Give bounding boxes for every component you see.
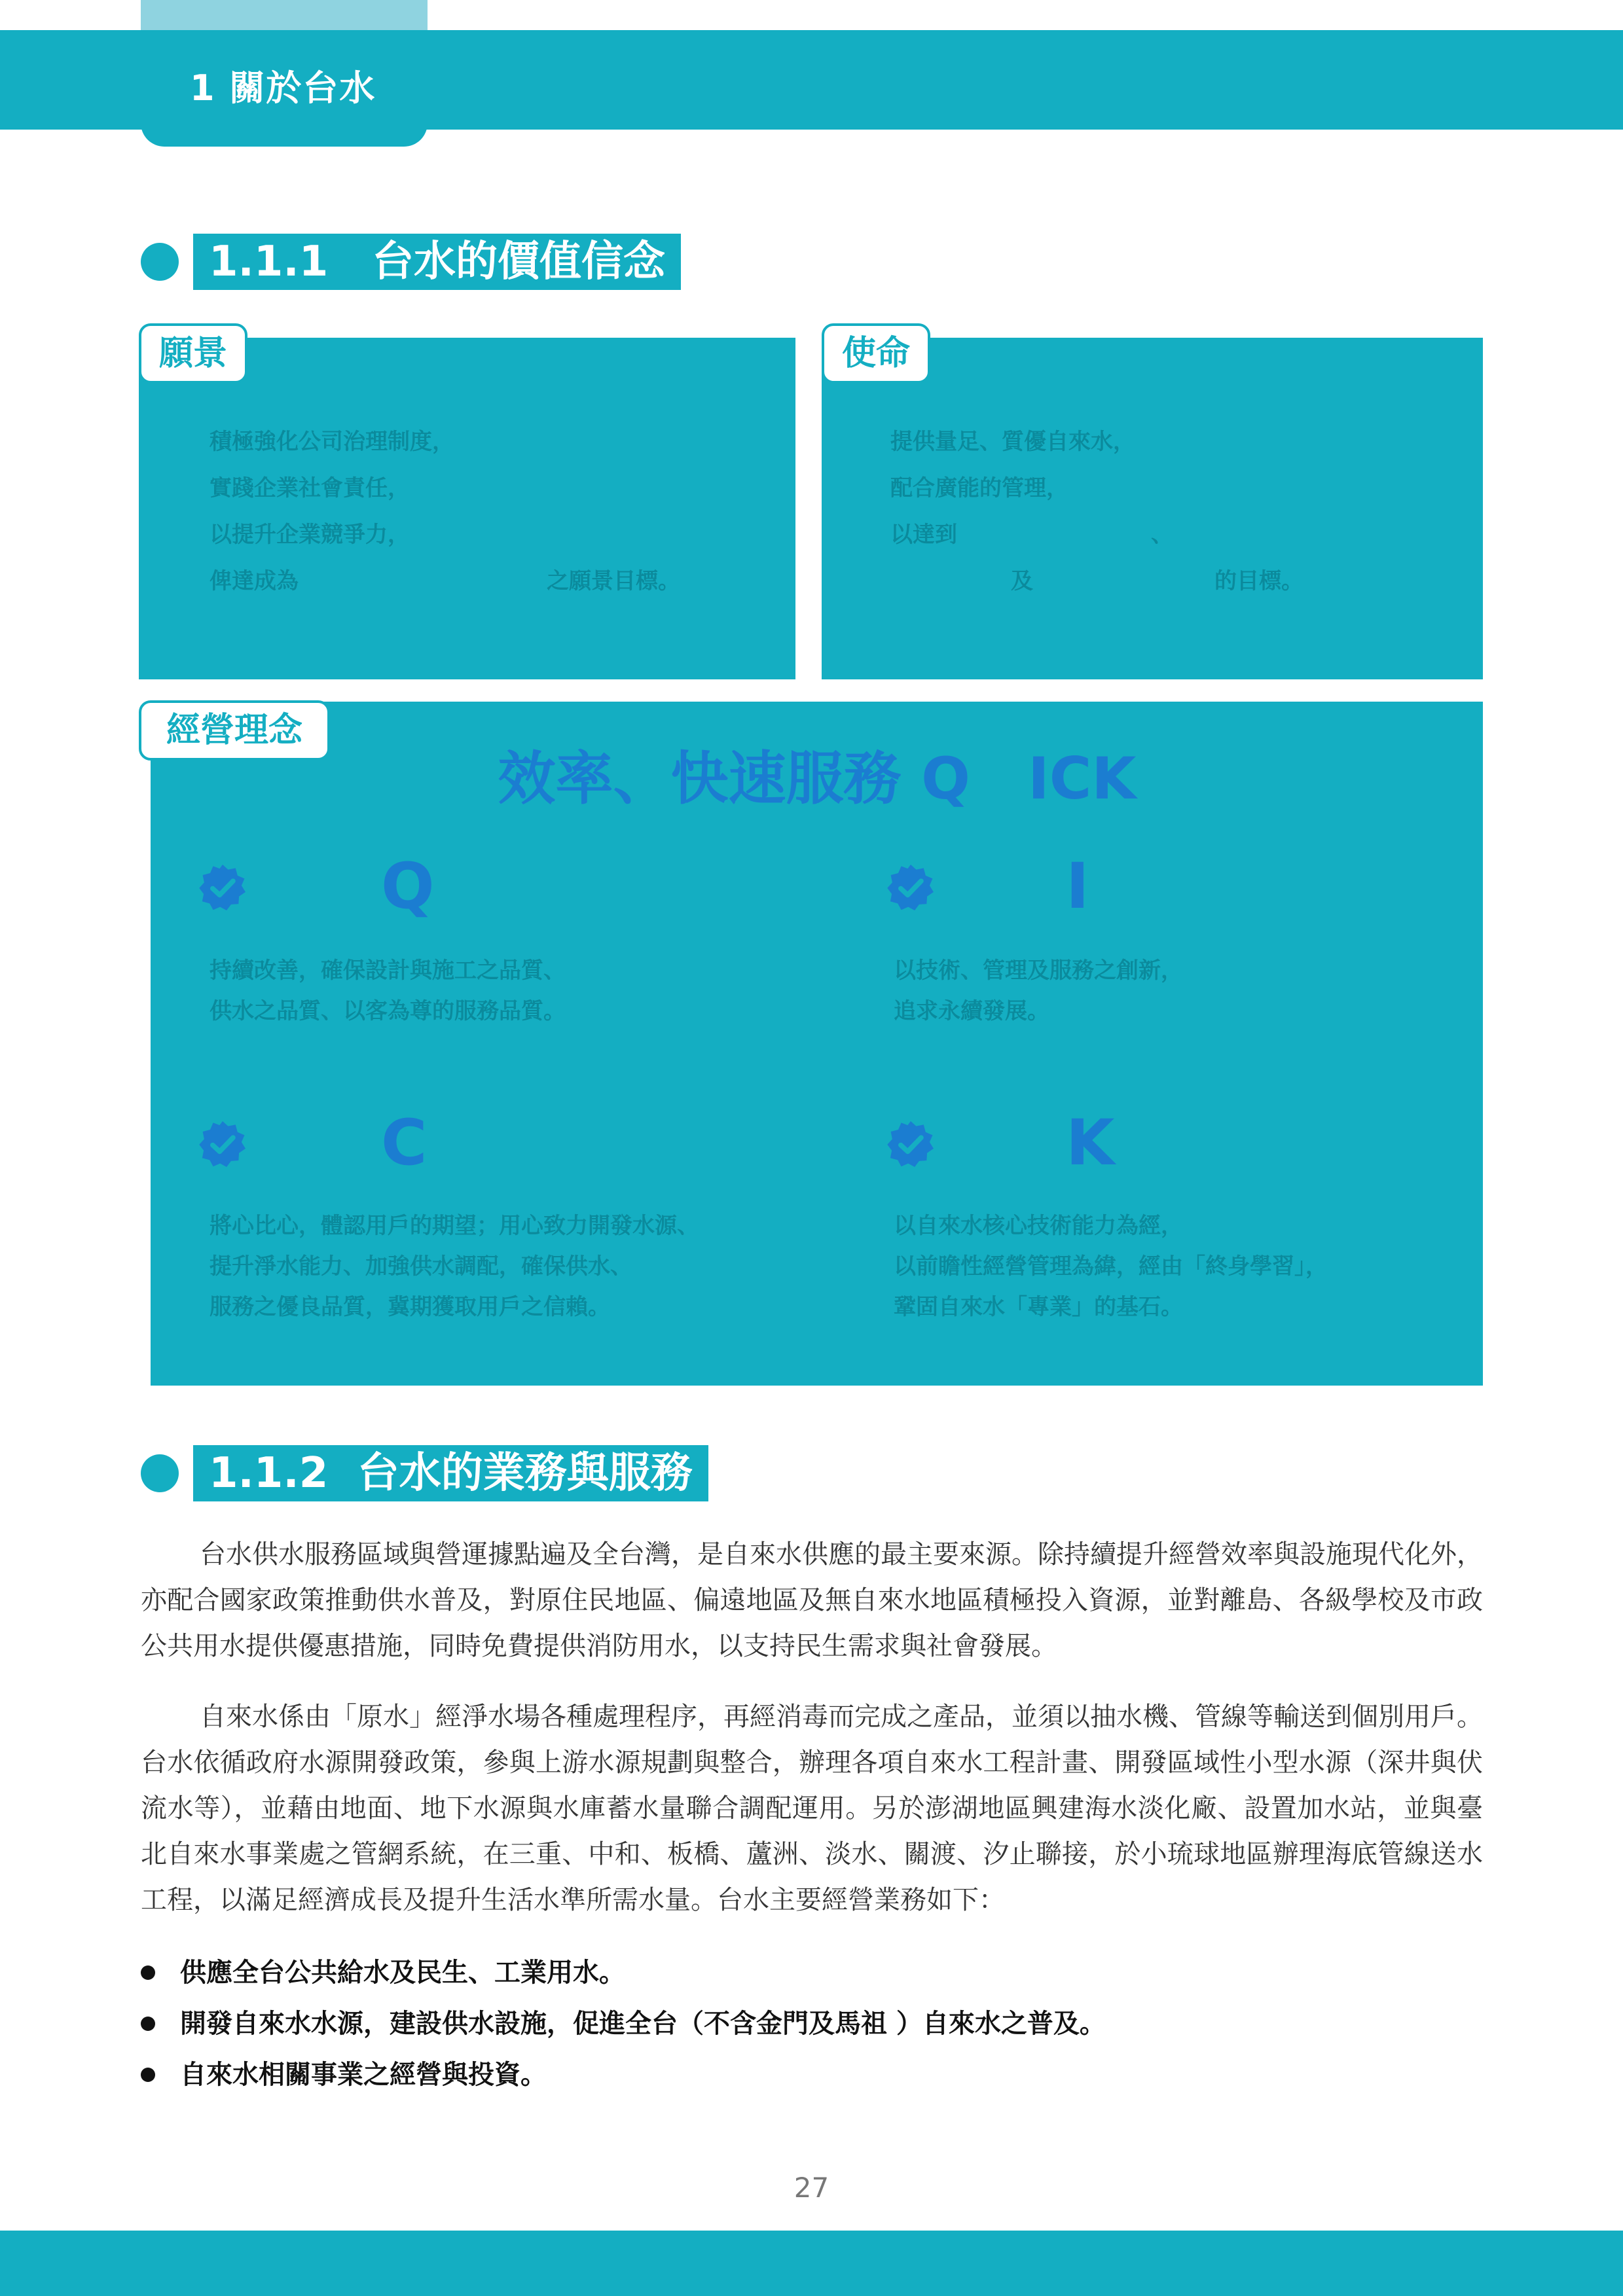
header-tab-highlight [141,0,428,31]
section-number: 1.1.2 [209,1449,329,1498]
section-bullet-dot [141,243,179,281]
section-heading-1-1-1 [193,234,681,290]
quick-letter-i: I [1066,850,1089,923]
list-item: 開發自來水水源，建設供水設施，促進全台（不含金門及馬祖 ）自來水之普及。 [141,1998,1483,2049]
verified-check-icon [886,863,936,912]
mission-label: 使命 [822,323,930,384]
section-title: 台水的價值信念 [372,238,666,286]
quick-text-k: 以自來水核心技術能力為經， 以前瞻性經營管理為緯，經由「終身學習」， 鞏固自來水「專業」的基石。 [894,1213,1328,1320]
footer-bar [0,2231,1623,2296]
verified-check-icon [198,863,247,912]
bullet-icon [141,2017,155,2031]
philosophy-label: 經營理念 [139,700,330,761]
quick-letter-q: Q [381,850,435,923]
section-bullet-dot [141,1454,179,1492]
quick-letter-k: K [1066,1106,1115,1179]
quick-text-q: 持續改善，確保設計與施工之品質、 供水之品質、以客為尊的服務品質。 [210,958,566,1024]
body-paragraph-1: 台水供水服務區域與營運據點遍及全台灣，是自來水供應的最主要來源。除持續提升經營效率與設施現代化外，亦配合國家政策推動供水普及，對原住民地區、偏遠地區及無自來水地區積極投入資源，並對離島、各級學校及市政公共用水提供優惠措施，同時免費提供消防用水，以支持民生需求與社會發展。 [141,1539,1483,1661]
vision-label: 願景 [139,323,247,384]
body-paragraph-2: 自來水係由「原水」經淨水場各種處理程序，再經消毒而完成之產品，並須以抽水機、管線等輸送到個別用戶。台水依循政府水源開發政策，參與上游水源規劃與整合，辦理各項自來水工程計畫、開發區域性小型水源（深井與伏流水等），並藉由地面、地下水源與水庫蓄水量聯合調配運用。另於澎湖地區興建海水淡化廠、設置加水站，並與臺北自來水事業處之管網系統，在三重、中和、板橋、蘆洲、淡水、關渡、汐止聯接，於小琉球地區辦理海底管線送水工程，以滿足經濟成長及提升生活水準所需水量。台水主要經營業務如下： [141,1702,1483,1915]
list-item: 供應全台公共給水及民生、工業用水。 [141,1947,1483,1998]
bullet-icon [141,2068,155,2082]
section-title: 台水的業務與服務 [357,1449,693,1498]
bullet-icon [141,1965,155,1980]
quick-text-i: 以技術、管理及服務之創新， 追求永續發展。 [894,958,1183,1024]
verified-check-icon [198,1119,247,1169]
mission-text: 提供量足、質優自來水， 配合廣能的管理， 以達到 、 及 的目標。 [890,429,1304,594]
list-item: 自來水相關事業之經營與投資。 [141,2049,1483,2100]
business-list [141,1947,1483,2100]
quick-text-c: 將心比心，體認用戶的期望；用心致力開發水源、 提升淨水能力、加強供水調配，確保供水、 服務之優良品質，冀期獲取用戶之信賴。 [210,1213,699,1320]
vision-text: 積極強化公司治理制度， 實踐企業社會責任， 以提升企業競爭力， 俾達成為 之願景目標。 [210,429,680,594]
page-number: 27 [793,2172,830,2204]
quick-letter-c: C [381,1106,428,1179]
chapter-title: 1 關於台水 [190,67,376,109]
philosophy-title: 效率、快速服務 Q ICK [498,745,1137,812]
verified-check-icon [886,1119,936,1169]
section-heading-1-1-2 [193,1445,708,1501]
section-number: 1.1.1 [209,238,329,286]
